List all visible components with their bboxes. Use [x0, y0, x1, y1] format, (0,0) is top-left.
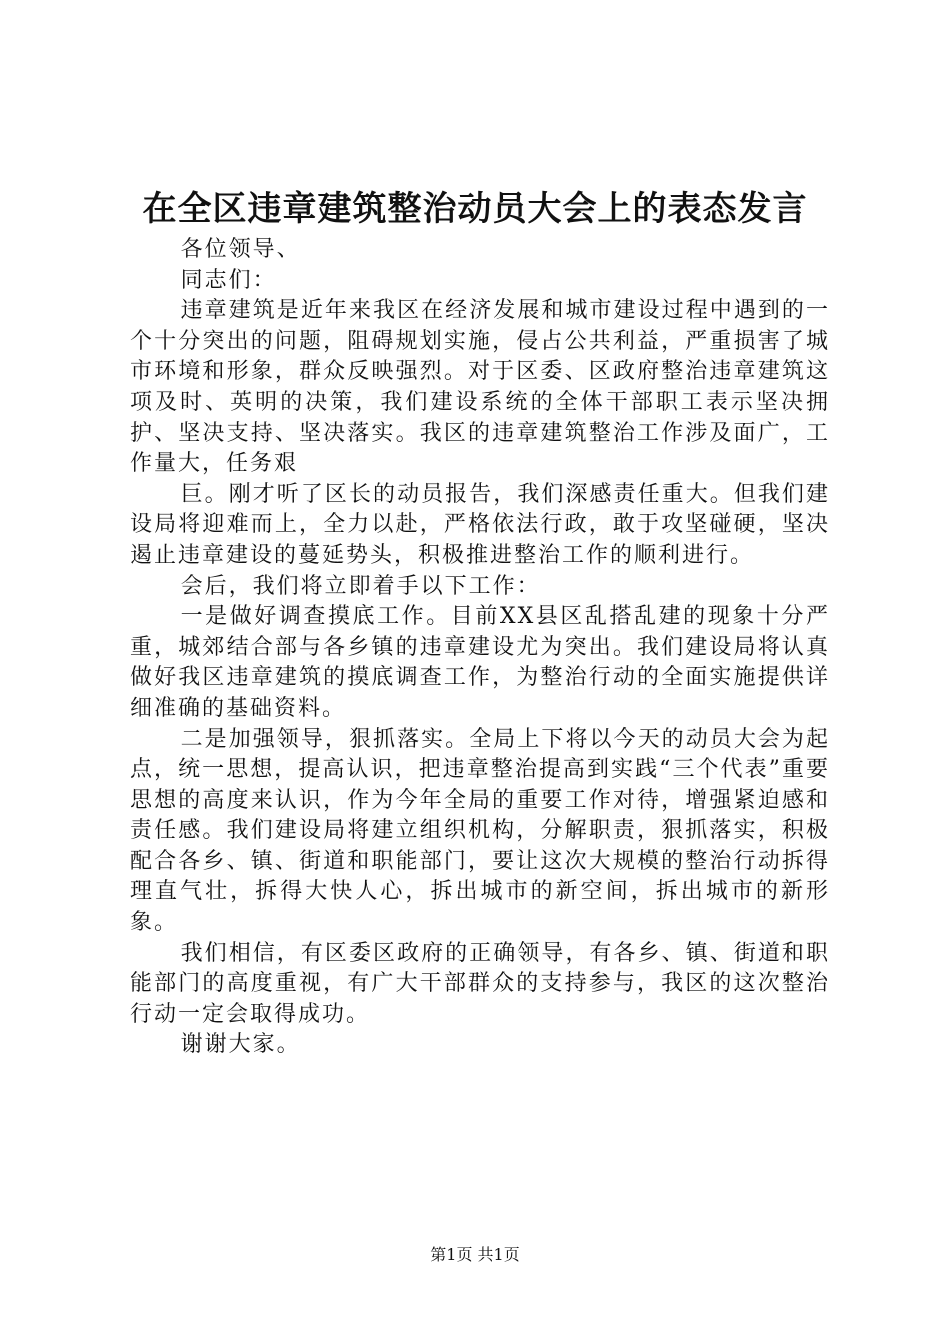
page-number-footer: 第1页 共1页 — [430, 1245, 520, 1264]
salutation-leaders: 各位领导、 — [180, 237, 301, 262]
document-title: 在全区违章建筑整治动员大会上的表态发言 — [142, 189, 808, 229]
paragraph-point-one: 一是做好调查摸底工作。目前XX县区乱搭乱建的现象十分严重，城郊结合部与各乡镇的违章建设尤为突出。我们建设局将认真做好我区违章建筑的摸底调查工作，为整治行动的全面实施提供详细准确的基础资料。 — [130, 604, 830, 721]
document-body — [130, 235, 830, 1061]
paragraph-point-two: 二是加强领导，狠抓落实。全局上下将以今天的动员大会为起点，统一思想，提高认识，把违章整治提高到实践“三个代表”重要思想的高度来认识，作为今年全局的重要工作对待，增强紧迫感和责任感。我们建设局将建立组织机构，分解职责，狠抓落实，积极配合各乡、镇、街道和职能部门，要让这次大规模的整治行动拆得理直气壮，拆得大快人心，拆出城市的新空间，拆出城市的新形象。 — [130, 726, 830, 936]
paragraph-thanks: 谢谢大家。 — [180, 1032, 301, 1058]
paragraph-intro: 违章建筑是近年来我区在经济发展和城市建设过程中遇到的一个十分突出的问题，阻碍规划实施，侵占公共利益，严重损害了城市环境和形象，群众反映强烈。对于区委、区政府整治违章建筑这项及时、英明的决策，我们建设系统的全体干部职工表示坚决拥护、坚决支持、坚决落实。我区的违章建筑整治工作涉及面广，工作量大，任务艰 — [130, 298, 830, 477]
paragraph-commitment: 巨。刚才听了区长的动员报告，我们深感责任重大。但我们建设局将迎难而上，全力以赴，严格依法行政，敢于攻坚碰硬，坚决遏止违章建设的蔓延势头，积极推进整治工作的顺利进行。 — [130, 481, 830, 568]
paragraph-next-steps: 会后，我们将立即着手以下工作： — [180, 573, 541, 599]
paragraph-conclusion: 我们相信，有区委区政府的正确领导，有各乡、镇、街道和职能部门的高度重视，有广大干部群众的支持参与，我区的这次整治行动一定会取得成功。 — [130, 940, 830, 1027]
salutation-comrades: 同志们： — [180, 267, 277, 293]
